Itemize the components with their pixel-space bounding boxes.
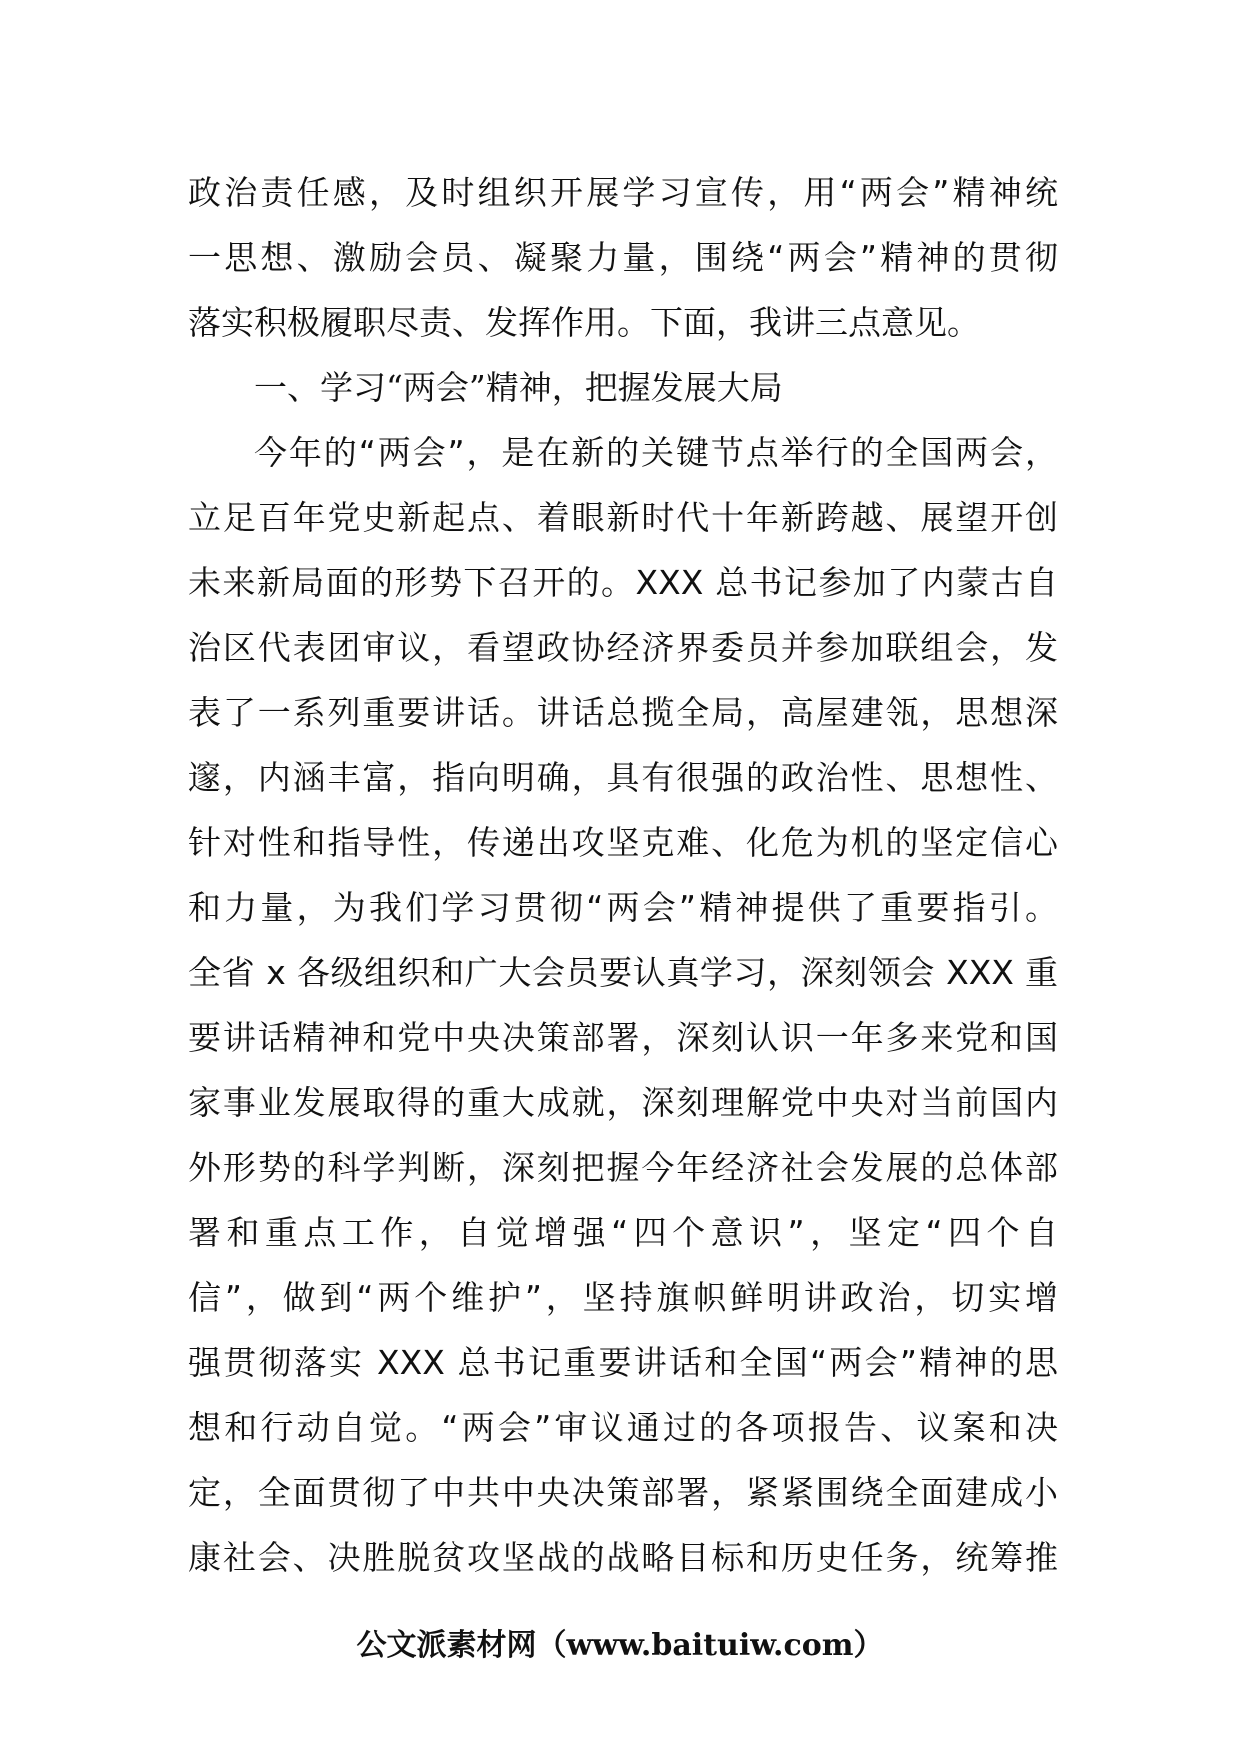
text-line: 今年的“两会”，是在新的关键节点举行的全国两会， xyxy=(254,433,1058,472)
text-line: 治区代表团审议，看望政协经济界委员并参加联组会，发 xyxy=(188,628,1058,667)
text-line: 强贯彻落实 XXX 总书记重要讲话和全国“两会”精神的思 xyxy=(188,1343,1058,1382)
footer-watermark: 公文派素材网（www.baituiw.com） xyxy=(356,1628,884,1663)
text-line: 信”，做到“两个维护”，坚持旗帜鲜明讲政治，切实增 xyxy=(188,1278,1058,1317)
text-line: 康社会、决胜脱贫攻坚战的战略目标和历史任务，统筹推 xyxy=(188,1538,1058,1577)
document-body xyxy=(188,160,1058,1590)
text-line: 政治责任感，及时组织开展学习宣传，用“两会”精神统 xyxy=(188,173,1058,212)
text-line: 一思想、激励会员、凝聚力量，围绕“两会”精神的贯彻 xyxy=(188,238,1058,277)
text-line: 针对性和指导性，传递出攻坚克难、化危为机的坚定信心 xyxy=(188,823,1058,862)
text-line: 定，全面贯彻了中共中央决策部署，紧紧围绕全面建成小 xyxy=(188,1473,1058,1512)
section-heading: 一、学习“两会”精神，把握发展大局 xyxy=(254,368,783,407)
text-line: 想和行动自觉。“两会”审议通过的各项报告、议案和决 xyxy=(188,1408,1058,1447)
text-line: 外形势的科学判断，深刻把握今年经济社会发展的总体部 xyxy=(188,1148,1058,1187)
text-line: 家事业发展取得的重大成就，深刻理解党中央对当前国内 xyxy=(188,1083,1058,1122)
text-line: 署和重点工作，自觉增强“四个意识”，坚定“四个自 xyxy=(188,1213,1058,1252)
text-line: 落实积极履职尽责、发挥作用。下面，我讲三点意见。 xyxy=(188,303,980,342)
text-line: 全省 x 各级组织和广大会员要认真学习，深刻领会 XXX 重 xyxy=(188,953,1058,992)
text-line: 未来新局面的形势下召开的。XXX 总书记参加了内蒙古自 xyxy=(188,563,1058,602)
text-line: 和力量，为我们学习贯彻“两会”精神提供了重要指引。 xyxy=(188,888,1058,927)
text-line: 表了一系列重要讲话。讲话总揽全局，高屋建瓴，思想深 xyxy=(188,693,1058,732)
text-line: 邃，内涵丰富，指向明确，具有很强的政治性、思想性、 xyxy=(188,758,1058,797)
text-line: 要讲话精神和党中央决策部署，深刻认识一年多来党和国 xyxy=(188,1018,1058,1057)
text-line: 立足百年党史新起点、着眼新时代十年新跨越、展望开创 xyxy=(188,498,1058,537)
